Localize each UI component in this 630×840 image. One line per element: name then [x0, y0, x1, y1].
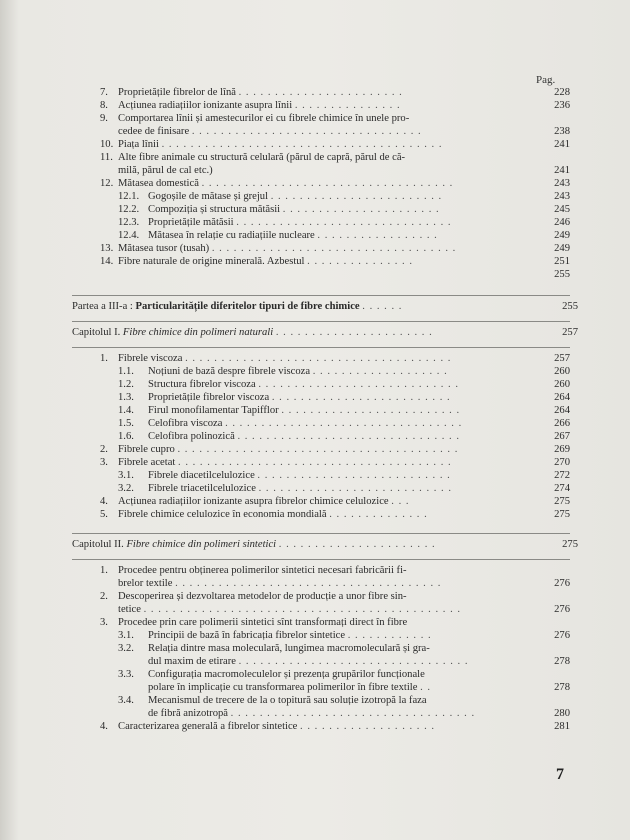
page-number-ref: 243: [554, 178, 570, 189]
entry-continuation-text: tetice: [118, 604, 141, 615]
entry-number: 7.: [100, 87, 108, 98]
entry-number: 12.3.: [118, 217, 140, 228]
entry-title-continued: [118, 125, 534, 138]
leader-dots: . . . . . . . . . . . . . . . . . . . . . . . . . . . . . . . . . .: [230, 708, 476, 719]
page-number: 7: [556, 766, 564, 783]
toc-section-chapter-1: [80, 352, 570, 521]
entry-number: 2.: [100, 444, 108, 455]
entry-number: 14.: [100, 256, 114, 267]
toc-entry: [110, 482, 570, 495]
toc-entry: [110, 642, 570, 668]
page-number-ref: 238: [554, 126, 570, 137]
entry-title: Piața lînii: [118, 139, 159, 150]
leader-dots: . . . . . . . . . . . . . . . . . . . . . . . . . . . . . .: [236, 217, 452, 228]
leader-dots: . . . . . . . . . . . . . . . . . . . . . . . . . . . . . . . . .: [225, 418, 463, 429]
entry-title: Acțiunea radiațiilor ionizante asupra lînii: [118, 100, 293, 111]
entry-number: 1.: [100, 353, 108, 364]
entry-number: 1.1.: [118, 366, 134, 377]
entry-continuation-text: polare în implicație cu transformarea polimerilor în fibre textile: [148, 682, 418, 693]
page-number-ref: 267: [554, 431, 570, 442]
leader-dots: . . . . . . . . . . . .: [347, 630, 432, 641]
entry-continuation-text: de fibră anizotropă: [148, 708, 229, 719]
leader-dots: . . . . . . . . . . . . . . . . . . . . . . .: [238, 87, 403, 98]
entry-title: Fibrele cupro: [118, 444, 175, 455]
page-number-ref: 274: [554, 483, 570, 494]
entry-title: Fibrele chimice celulozice în economia mondială: [118, 509, 327, 520]
entry-title: Celofibra polinozică: [148, 431, 235, 442]
entry-number: 3.: [100, 617, 108, 628]
page-number-ref: 276: [554, 578, 570, 589]
leader-dots: . . . . . . . . . . . . . . . . . . . . . . . . .: [271, 392, 451, 403]
toc-entry: [98, 720, 570, 733]
toc-entry: [110, 190, 570, 203]
entry-number: 1.3.: [118, 392, 134, 403]
toc-entry: [98, 268, 570, 281]
toc-entry: [98, 352, 570, 365]
entry-number: 4.: [100, 721, 108, 732]
page-number-ref: 27​5: [554, 496, 570, 507]
entry-number: 12.4.: [118, 230, 140, 241]
leader-dots: . . . . . . . . . . . . . . . . . . . . . . . . . . . . . . . . . . . . . . .: [161, 139, 443, 150]
entry-number: 11.: [100, 152, 113, 163]
entry-number: 1.: [100, 565, 108, 576]
entry-continuation-text: dul maxim de etirare: [148, 656, 236, 667]
entry-title-continued: [118, 164, 534, 177]
page-number-ref: 249: [554, 230, 570, 241]
toc-chapter-1: [72, 326, 578, 339]
page-number-ref: 270: [554, 457, 570, 468]
page-number-ref: 255: [562, 301, 578, 312]
page-number-ref: 281: [554, 721, 570, 732]
entry-number: 12.1.: [118, 191, 140, 202]
entry-continuation-text: milă, părul de cal etc.): [118, 165, 213, 176]
entry-number: 3.2.: [118, 643, 134, 654]
entry-title: Fibrele viscoza: [118, 353, 183, 364]
toc-entry: [98, 564, 570, 590]
leader-dots: . . . . . . . . . . . . . . . . .: [317, 230, 438, 241]
entry-title: Structura fibrelor viscoza: [148, 379, 256, 390]
page-number-ref: 266: [554, 418, 570, 429]
page-number-ref: 255: [554, 269, 570, 280]
entry-title: Gogoșile de mătase și grejul: [148, 191, 269, 202]
table-of-contents: [72, 86, 578, 733]
entry-number: 13.: [100, 243, 114, 254]
entry-number: 1.4.: [118, 405, 134, 416]
page-number-ref: 269: [554, 444, 570, 455]
toc-entry: [110, 203, 570, 216]
page-number-ref: 272: [554, 470, 570, 481]
leader-dots: . . . . . . . . . . . . . . . . . . . . . . . . . . .: [258, 483, 452, 494]
page-number-ref: 260: [554, 379, 570, 390]
part-prefix: Partea a III-a :: [72, 301, 133, 312]
toc-entry: [110, 417, 570, 430]
leader-dots: . . . . . . . . . . . . . . . . . . . . . . . . . . . . . . . . . . . . .: [175, 578, 442, 589]
toc-entry: [98, 86, 570, 99]
leader-dots: . . . . . . . . . . . . . . . . . . . . . . . . . . . . . . . . . . .: [201, 178, 454, 189]
entry-number: 3.3.: [118, 669, 134, 680]
leader-dots: . . . . . . . . . . . . . . . . . . . . . . . . . . . . . . . . . . . . .: [185, 353, 452, 364]
leader-dots: . . . . . . . . . . . . . . . . . . . . . . . . . . . . . . . . . . . . . . . . . . . .: [143, 604, 462, 615]
leader-dots: . . . . . . . . . . . . . . . . . . . . . . . . . . . . . . . .: [191, 126, 422, 137]
entry-title: Proprietățile fibrelor viscoza: [148, 392, 270, 403]
toc-entry: [98, 99, 570, 112]
toc-entry: [110, 430, 570, 443]
entry-title: Configurația macromoleculelor și prezența grupărilor funcționale: [148, 669, 425, 680]
entry-title: Mătasea în relație cu radiațiile nucleare: [148, 230, 315, 241]
leader-dots: . . . . . . . . . . . . . .: [329, 509, 428, 520]
entry-title: Procedee prin care polimerii sintetici sînt transformați direct în fibre: [118, 617, 408, 628]
entry-title-continued: [148, 655, 534, 668]
entry-title: Caracterizarea generală a fibrelor sintetice: [118, 721, 298, 732]
leader-dots: . . . . . . . . . . . . . . . . . . . . . . . . . . . . . . . . . . . . . .: [178, 457, 452, 468]
entry-title-continued: [148, 707, 534, 720]
leader-dots: . . . . . . . . . . . . . . . . . . .: [300, 721, 436, 732]
leader-dots: . . . . . . . . . . . . . . . . . . . . . .: [275, 327, 433, 338]
toc-entry: [110, 378, 570, 391]
page-number-ref: 260: [554, 366, 570, 377]
toc-entry: [110, 469, 570, 482]
entry-title: Fibrele triacetilcelulozice: [148, 483, 256, 494]
toc-section-chapter-2: [80, 564, 570, 733]
page-number-ref: 251: [554, 256, 570, 267]
leader-dots: . . . . . . . . . . . . . . . . . . . . . . . . . . . .: [258, 379, 459, 390]
entry-title: Celofibra viscoza: [148, 418, 223, 429]
page-number-ref: 228: [554, 87, 570, 98]
entry-number: 12.2.: [118, 204, 140, 215]
entry-title: Mătasea domestică: [118, 178, 199, 189]
entry-number: 1.6.: [118, 431, 134, 442]
entry-continuation-text: brelor textile: [118, 578, 173, 589]
entry-title: Proprietățile mătăsii: [148, 217, 234, 228]
page-number-ref: 275: [562, 539, 578, 550]
leader-dots: . . . . . .: [362, 301, 403, 312]
page-number-ref: 241: [554, 139, 570, 150]
leader-dots: . . . . . . . . . . . . . . . . . . . . . .: [278, 539, 436, 550]
page-number-ref: 257: [562, 327, 578, 338]
toc-entry: [98, 242, 570, 255]
chapter-title: Fibre chimice din polimeri naturali: [122, 327, 274, 338]
page-number-ref: 236: [554, 100, 570, 111]
entry-title: Fibrele diacetilcelulozice: [148, 470, 255, 481]
entry-title-continued: [118, 577, 534, 590]
toc-entry: [98, 616, 570, 629]
entry-title-continued: [148, 681, 534, 694]
entry-number: 3.1.: [118, 470, 134, 481]
entry-title: Mecanismul de trecere de la o topitură sau soluție izotropă la faza: [148, 695, 427, 706]
entry-title: Principii de bază în fabricația fibrelor sintetice: [148, 630, 346, 641]
page-number-ref: 276: [554, 604, 570, 615]
entry-number: 12.: [100, 178, 114, 189]
page-number-ref: 264: [554, 392, 570, 403]
entry-title: Firul monofilamentar Tapifflor: [148, 405, 279, 416]
toc-entry: [98, 151, 570, 177]
page-number-ref: 243: [554, 191, 570, 202]
leader-dots: . . . . . . . . . . . . . . . . . . . . . . . . . . . . . . .: [237, 431, 460, 442]
toc-entry: [110, 391, 570, 404]
page-number-ref: 241: [554, 165, 570, 176]
entry-title: Noțiuni de bază despre fibrele viscoza: [148, 366, 311, 377]
toc-entry: [98, 138, 570, 151]
leader-dots: . . . . . . . . . . . . . . . . . . . . . . . . . . . . . . . . . . . . . . .: [177, 444, 459, 455]
page-number-ref: 246: [554, 217, 570, 228]
toc-entry: [98, 177, 570, 190]
entry-title: Alte fibre animale cu structură celulară (părul de capră, părul de că-: [118, 152, 406, 163]
entry-continuation-text: cedee de finisare: [118, 126, 190, 137]
toc-entry: [110, 668, 570, 694]
entry-number: 1.2.: [118, 379, 134, 390]
leader-dots: . . . . . . . . . . . . . . . . . . . . . . . . . . . . . . . . . .: [211, 243, 457, 254]
toc-section-wool-silk: [80, 86, 570, 281]
toc-entry: [110, 365, 570, 378]
page-column-label: Pag.: [536, 74, 556, 86]
toc-entry: [110, 694, 570, 720]
entry-title: Fibre naturale de origine minerală. Azbestul: [118, 256, 305, 267]
leader-dots: . . . . . . . . . . . . . . . . . . .: [312, 366, 448, 377]
entry-number: 3.: [100, 457, 108, 468]
leader-dots: . . . . . . . . . . . . . . . . . . . . . .: [282, 204, 440, 215]
leader-dots: . . . . . . . . . . . . . . .: [294, 100, 401, 111]
entry-number: 3.2.: [118, 483, 134, 494]
toc-entry: [98, 456, 570, 469]
entry-number: 8.: [100, 100, 108, 111]
page-number-ref: 264: [554, 405, 570, 416]
toc-entry: [110, 404, 570, 417]
toc-entry: [98, 112, 570, 138]
entry-number: 3.4.: [118, 695, 134, 706]
leader-dots: . . . . . . . . . . . . . . . . . . . . . . . . .: [281, 405, 461, 416]
entry-number: 10.: [100, 139, 114, 150]
entry-number: 9.: [100, 113, 108, 124]
entry-title: Acțiunea radiațiilor ionizante asupra fibrelor chimice celulozice: [118, 496, 389, 507]
toc-entry: [110, 216, 570, 229]
toc-entry: [98, 590, 570, 616]
entry-title: Descoperirea și dezvoltarea metodelor de producție a unor fibre sin-: [118, 591, 407, 602]
chapter-prefix: Capitolul II.: [72, 539, 124, 550]
entry-number: 4.: [100, 496, 108, 507]
entry-title: Comportarea lînii și amestecurilor ei cu fibrele chimice în unele pro-: [118, 113, 410, 124]
leader-dots: . .: [420, 682, 432, 693]
page-number-ref: 257: [554, 353, 570, 364]
leader-dots: . . .: [391, 496, 410, 507]
page-number-ref: 278: [554, 682, 570, 693]
entry-title: Proprietățile fibrelor de lînă: [118, 87, 236, 98]
page-number-ref: 278: [554, 656, 570, 667]
part-title: Particularitățile diferitelor tipuri de fibre chimice: [135, 301, 360, 312]
entry-number: 5.: [100, 509, 108, 520]
page-number-ref: 280: [554, 708, 570, 719]
toc-entry: [110, 229, 570, 242]
leader-dots: . . . . . . . . . . . . . . . . . . . . . . . .: [270, 191, 443, 202]
toc-chapter-2: [72, 538, 578, 551]
entry-title: Mătasea tusor (tusah): [118, 243, 210, 254]
toc-entry: [110, 629, 570, 642]
chapter-title: Fibre chimice din polimeri sintetici: [126, 539, 277, 550]
entry-title-continued: [118, 603, 534, 616]
page-number-ref: 276: [554, 630, 570, 641]
leader-dots: . . . . . . . . . . . . . . . . . . . . . . . . . . .: [257, 470, 451, 481]
entry-title: Relația dintre masa moleculară, lungimea macromoleculară și gra-: [148, 643, 430, 654]
toc-part-3: [72, 300, 578, 313]
entry-number: 1.5.: [118, 418, 134, 429]
toc-entry: [98, 443, 570, 456]
page-number-ref: 275: [554, 509, 570, 520]
page-number-ref: 245: [554, 204, 570, 215]
toc-entry: [98, 495, 570, 508]
toc-entry: [98, 255, 570, 268]
leader-dots: . . . . . . . . . . . . . . . . . . . . . . . . . . . . . . . .: [238, 656, 469, 667]
entry-title: Compoziția și structura mătăsii: [148, 204, 281, 215]
page-number-ref: 249: [554, 243, 570, 254]
entry-number: 2.: [100, 591, 108, 602]
entry-title: Procedee pentru obținerea polimerilor sintetici necesari fabricării fi-: [118, 565, 407, 576]
entry-title: Fibrele acetat: [118, 457, 176, 468]
toc-entry: [98, 508, 570, 521]
chapter-prefix: Capitolul I.: [72, 327, 121, 338]
leader-dots: . . . . . . . . . . . . . . .: [307, 256, 413, 267]
entry-number: 3.1.: [118, 630, 134, 641]
